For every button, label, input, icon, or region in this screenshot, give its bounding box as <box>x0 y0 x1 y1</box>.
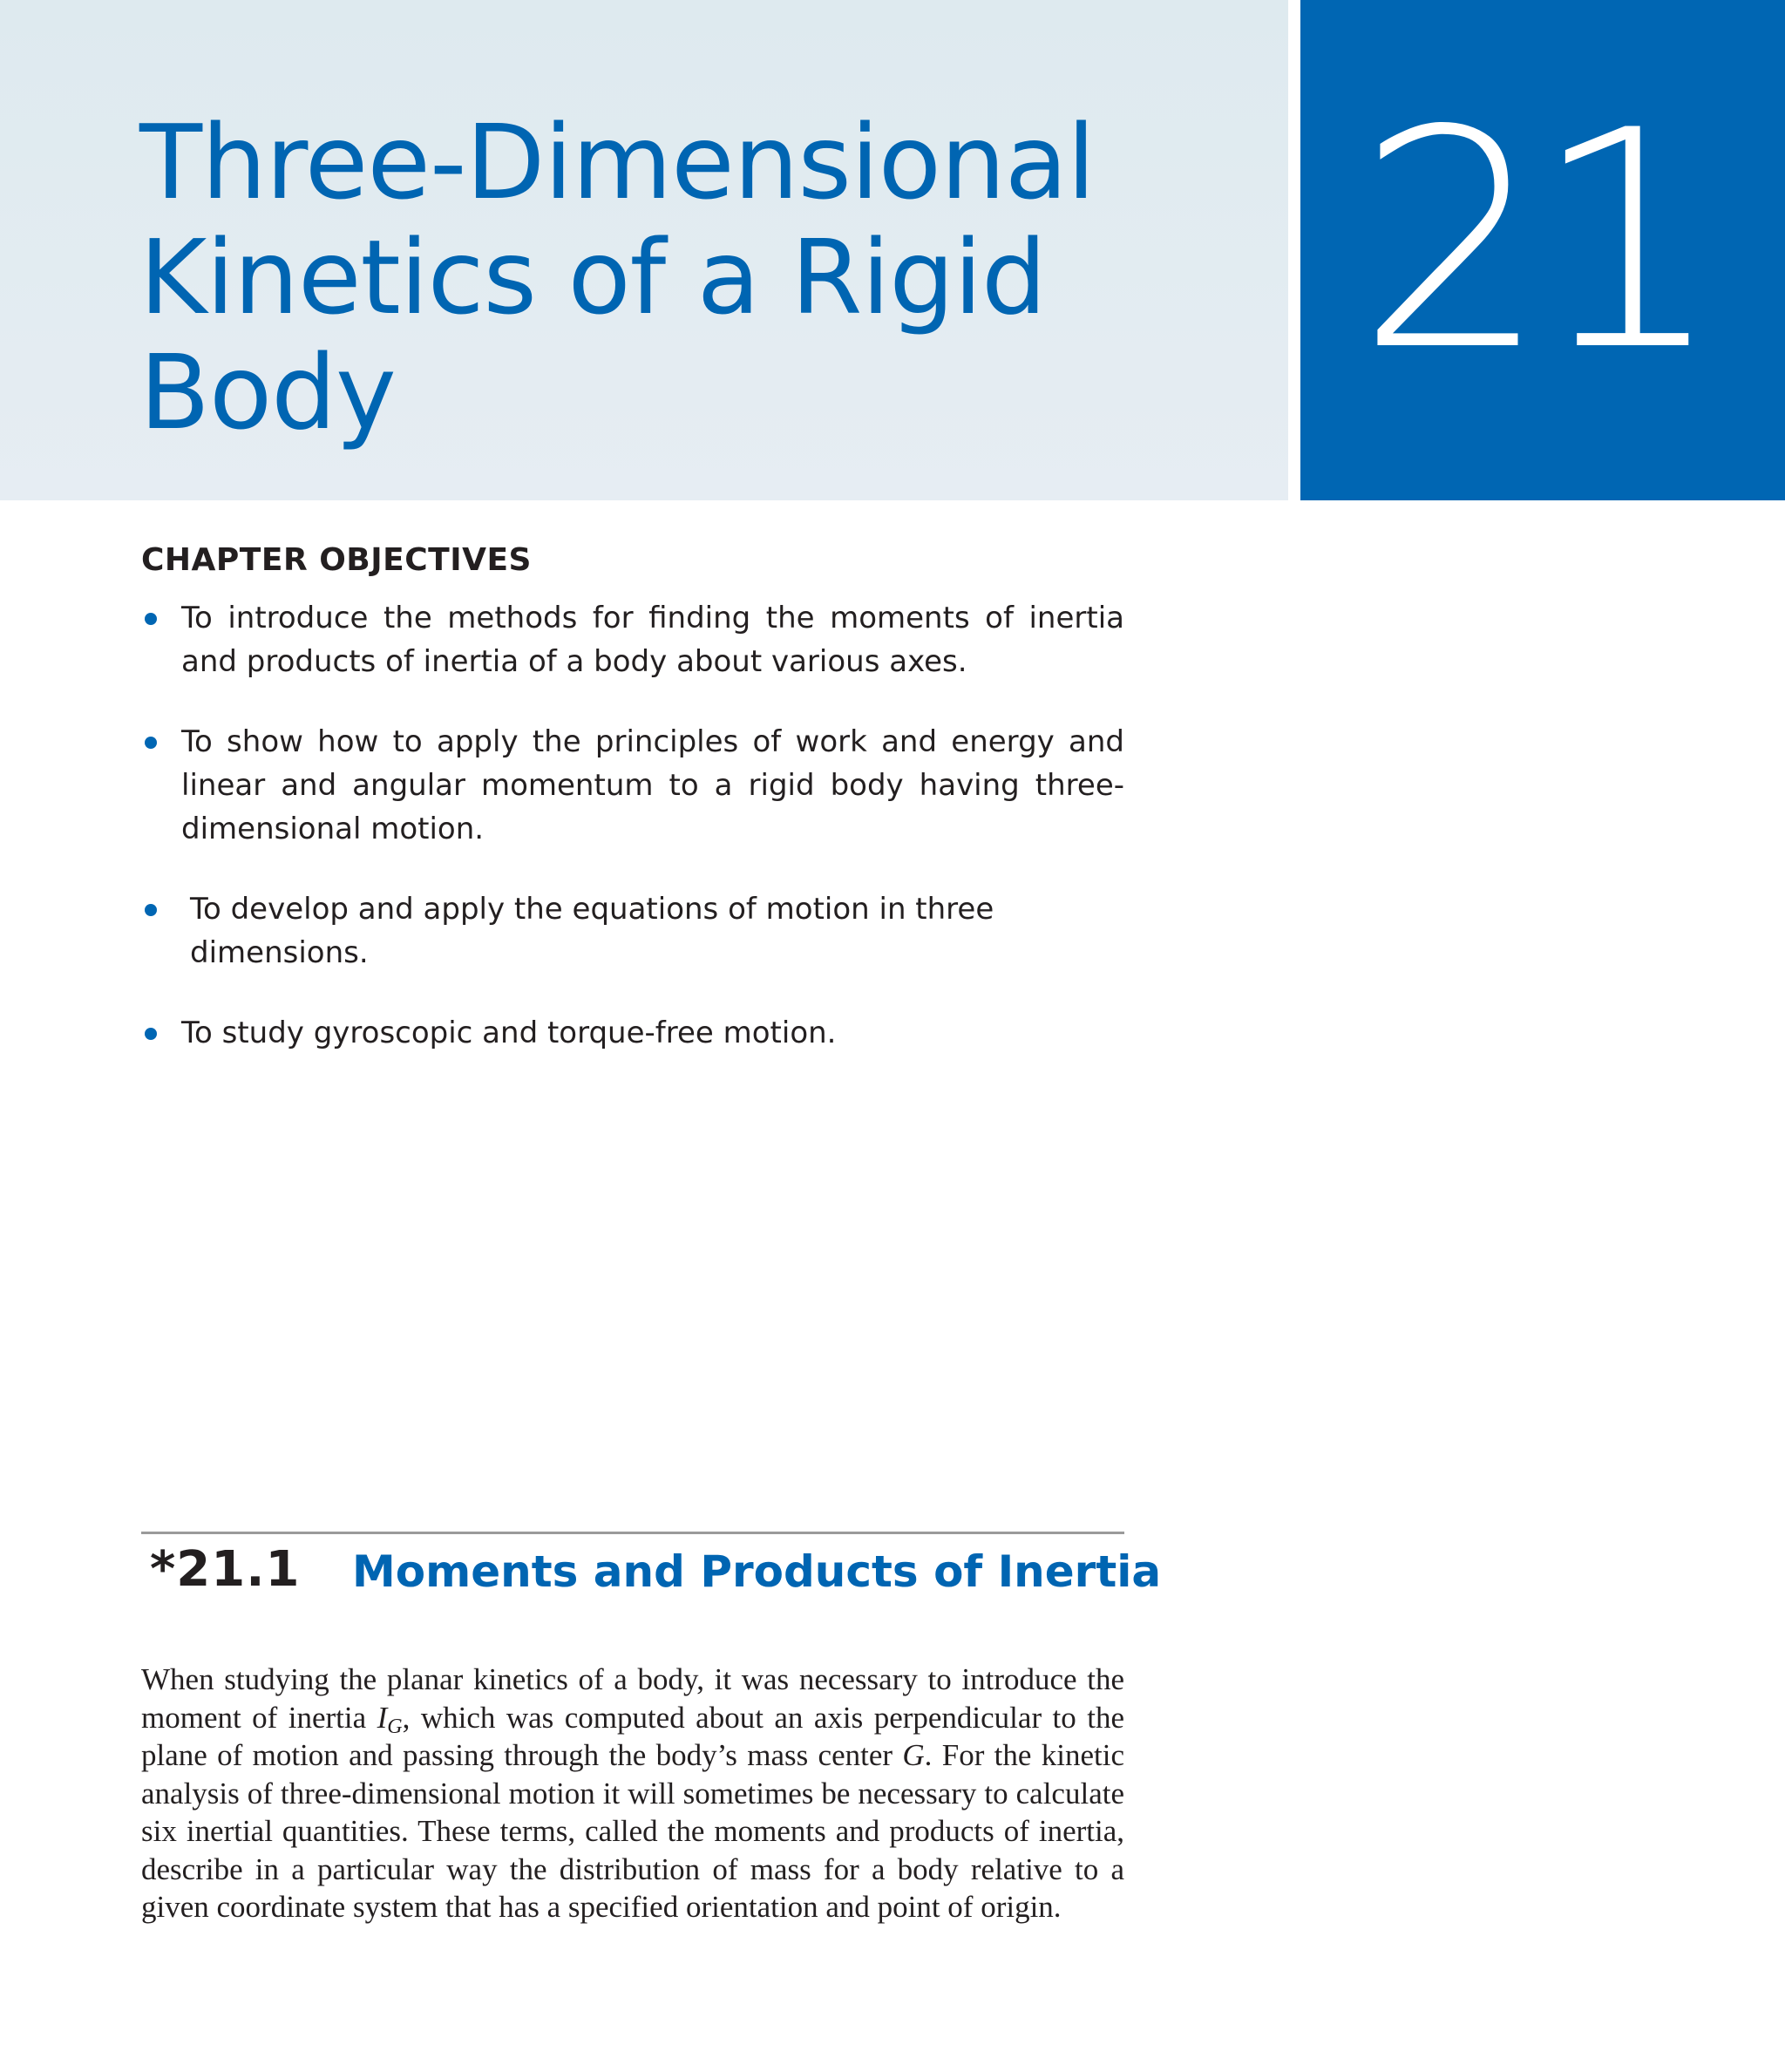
section-title: Moments and Products of Inertia <box>352 1546 1162 1597</box>
bullet-icon <box>145 613 157 625</box>
objective-item <box>141 720 1124 851</box>
symbol-subscript-g: G <box>387 1715 403 1738</box>
section-body-paragraph <box>141 1661 1124 1926</box>
chapter-number: 21 <box>1356 67 1708 417</box>
objective-text: To study gyroscopic and torque-free motion. <box>181 1016 837 1050</box>
chapter-title-line-2: Kinetics of a Rigid <box>139 217 1046 337</box>
symbol-mass-center: G <box>902 1738 925 1772</box>
chapter-title-line-1: Three-Dimensional <box>139 102 1095 222</box>
objective-text: To introduce the methods for finding the moments of inertia and products of inertia of a body about various axes. <box>181 601 1124 679</box>
symbol-moment-of-inertia: I <box>377 1700 388 1735</box>
body-text-part-2: , which was computed about an axis perpendicular to the plane of motion and passing through the body’s mass center <box>141 1700 1124 1772</box>
objectives-heading: CHAPTER OBJECTIVES <box>141 542 532 578</box>
objective-item <box>141 1011 1124 1055</box>
objective-item <box>141 596 1124 683</box>
objective-item <box>141 887 1124 975</box>
section-divider <box>141 1532 1124 1534</box>
objectives-list <box>141 596 1124 1091</box>
chapter-number-block <box>1300 0 1785 500</box>
chapter-title-line-3: Body <box>139 332 396 452</box>
section-number: *21.1 <box>150 1541 301 1598</box>
body-text-part-1: When studying the planar kinetics of a body, it was necessary to introduce the moment of inertia <box>141 1662 1124 1735</box>
chapter-title <box>139 102 1273 452</box>
bullet-icon <box>145 904 157 916</box>
objective-text: To develop and apply the equations of motion in three dimensions. <box>190 892 994 970</box>
body-text-part-3: . For the kinetic analysis of three-dimensional motion it will sometimes be necessary to calculate six inertial quantities. These terms, called the moments and products of inertia, describe in a particular way the distribution of mass for a body relative to a given coordinate system that has a specified orientation and point of origin. <box>141 1738 1125 1924</box>
chapter-header-band <box>0 0 1288 500</box>
objective-text: To show how to apply the principles of work and energy and linear and angular momentum to a rigid body having three-dimensional motion. <box>181 724 1124 846</box>
bullet-icon <box>145 737 157 749</box>
bullet-icon <box>145 1028 157 1040</box>
